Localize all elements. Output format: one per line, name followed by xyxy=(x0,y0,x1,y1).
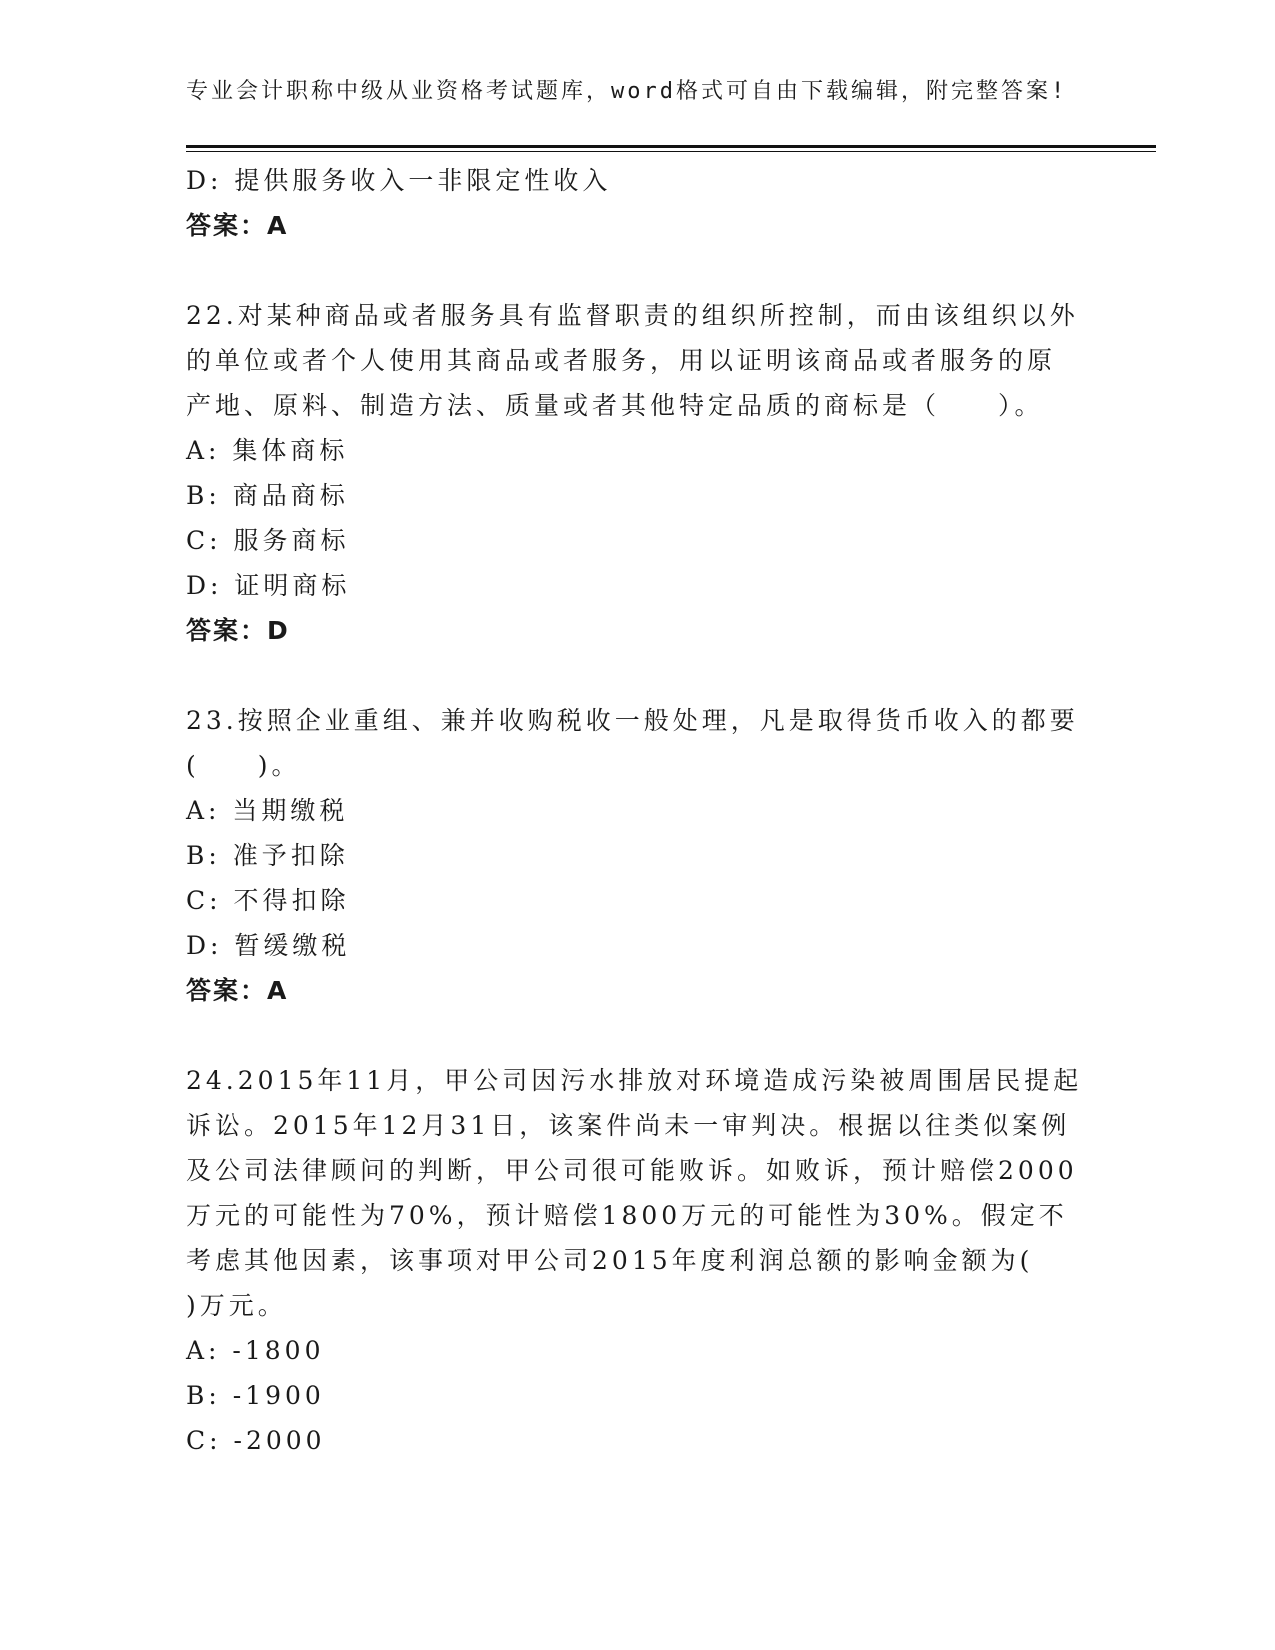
answer-line: 答案：A xyxy=(186,976,289,1005)
question-stem-line: 产地、原料、制造方法、质量或者其他特定品质的商标是（ ）。 xyxy=(186,391,1044,420)
question-stem-line: 及公司法律顾问的判断，甲公司很可能败诉。如败诉，预计赔偿2000 xyxy=(186,1156,1078,1185)
answer-line: 答案：A xyxy=(186,211,289,240)
question-stem-line: 24.2015年11月，甲公司因污水排放对环境造成污染被周围居民提起 xyxy=(186,1066,1083,1095)
prev-question xyxy=(186,158,1086,248)
question-content xyxy=(186,158,1086,1463)
option-b: B: -1900 xyxy=(186,1381,325,1410)
question-stem-line: 的单位或者个人使用其商品或者服务，用以证明该商品或者服务的原 xyxy=(186,346,1057,375)
option-c: C: 服务商标 xyxy=(186,526,350,555)
question-stem-line: 22.对某种商品或者服务具有监督职责的组织所控制，而由该组织以外 xyxy=(186,301,1079,330)
option-b: B: 商品商标 xyxy=(186,481,349,510)
header-rule-thick xyxy=(186,145,1156,148)
option-c: C: -2000 xyxy=(186,1426,326,1455)
option-a: A: -1800 xyxy=(186,1336,325,1365)
option-a: A: 集体商标 xyxy=(186,436,349,465)
question-stem-line: ( )。 xyxy=(186,751,301,780)
question-stem-line: 考虑其他因素，该事项对甲公司2015年度利润总额的影响金额为( xyxy=(186,1246,1034,1275)
option-d: D: 证明商标 xyxy=(186,571,351,600)
question-stem-line: 万元的可能性为70%，预计赔偿1800万元的可能性为30%。假定不 xyxy=(186,1201,1068,1230)
question-24 xyxy=(186,1058,1086,1463)
question-stem-line: 23.按照企业重组、兼并收购税收一般处理，凡是取得货币收入的都要 xyxy=(186,706,1079,735)
answer-line: 答案：D xyxy=(186,616,290,645)
question-22 xyxy=(186,293,1086,653)
question-stem-line: 诉讼。2015年12月31日，该案件尚未一审判决。根据以往类似案例 xyxy=(186,1111,1071,1140)
option-d: D: 提供服务收入一非限定性收入 xyxy=(186,166,612,195)
header-rule-thin xyxy=(186,151,1156,152)
option-a: A: 当期缴税 xyxy=(186,796,349,825)
question-23 xyxy=(186,698,1086,1013)
option-b: B: 准予扣除 xyxy=(186,841,349,870)
header-note: 专业会计职称中级从业资格考试题库，word格式可自由下载编辑，附完整答案! xyxy=(186,79,1068,104)
question-stem-line: )万元。 xyxy=(186,1291,287,1320)
option-c: C: 不得扣除 xyxy=(186,886,350,915)
option-d: D: 暂缓缴税 xyxy=(186,931,351,960)
